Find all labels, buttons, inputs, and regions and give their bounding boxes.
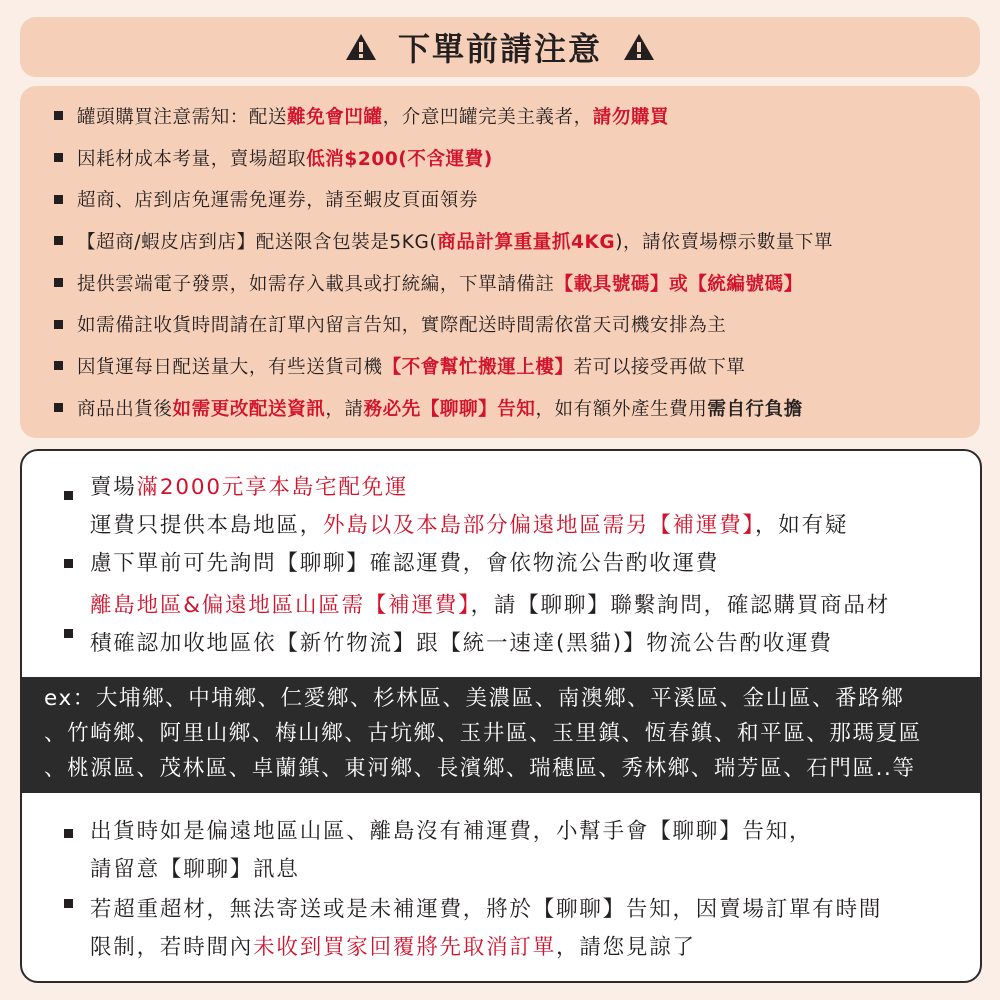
warning-icon (344, 32, 378, 62)
notice-highlight: 難免會凹罐 (287, 106, 383, 128)
notice-highlight: 請勿購買 (592, 106, 670, 128)
notice-highlight: 低消$200(不含運費) (306, 148, 493, 170)
notice-highlight: 商品計算重量抓4KG (437, 231, 616, 253)
notice-highlight: 【不會幫忙搬運上樓】 (382, 356, 574, 378)
bullet (54, 278, 63, 287)
page-title: 下單前請注意 (397, 30, 602, 68)
notice-text: )，請依賣場標示數量下單 (615, 231, 834, 253)
bullet (64, 491, 73, 500)
bullet (54, 361, 63, 370)
shipping-line-3: 慮下單前可先詢問【聊聊】確認運費，會依物流公告酌收運費 (90, 551, 720, 576)
notice-emphasis: 需自行負擔 (707, 398, 803, 420)
shipping-line-5: 積確認加收地區依【新竹物流】跟【統一速達(黑貓)】物流公告酌收運費 (90, 631, 833, 656)
bullet (64, 899, 73, 908)
notice-highlight: 務必先【聊聊】告知 (363, 398, 536, 420)
notice-item (54, 95, 980, 137)
notice-highlight: 如需更改配送資訊 (172, 398, 326, 420)
free-shipping-line: 賣場滿2000元享本島宅配免運 (90, 475, 409, 500)
notice-text: ，介意凹罐完美主義者， (382, 106, 593, 128)
notice-item (54, 387, 980, 429)
notice-item (54, 137, 980, 179)
overweight-note-line-2: 限制，若時間內未收到買家回覆將先取消訂單，請您見諒了 (90, 935, 696, 960)
notice-text: 罐頭購買注意需知：配送 (77, 106, 288, 128)
notice-text: 商品出貨後 (77, 398, 173, 420)
overweight-note-line-1: 若超重超材，無法寄送或是未補運費，將於【聊聊】告知，因賣場訂單有時間 (90, 897, 883, 922)
notice-text: 因耗材成本考量，賣場超取 (77, 148, 307, 170)
bullet (64, 829, 73, 838)
bullet (54, 111, 63, 120)
notice-item (54, 262, 980, 304)
notice-text: 如需備註收貨時間請在訂單內留言告知，實際配送時間需依當天司機安排為主 (77, 315, 727, 337)
notice-text: ，請 (325, 398, 364, 420)
notice-item (54, 178, 980, 220)
remote-note-line-1: 出貨時如是偏遠地區山區、離島沒有補運費，小幫手會【聊聊】告知， (90, 819, 813, 844)
bullet (64, 559, 73, 568)
shipping-info-box (20, 449, 982, 983)
bullet (54, 320, 63, 329)
bullet (54, 195, 63, 204)
shipping-line-2: 運費只提供本島地區，外島以及本島部分偏遠地區需另【補運費】，如有疑 (90, 513, 849, 538)
notice-text: 因貨運每日配送量大，有些送貨司機 (77, 356, 383, 378)
notice-item (54, 220, 980, 262)
free-shipping-highlight: 滿2000元享本島宅配免運 (136, 475, 409, 500)
remote-areas-band (22, 677, 980, 793)
remote-areas-line-1: ex：大埔鄉、中埔鄉、仁愛鄉、杉林區、美濃區、南澳鄉、平溪區、金山區、番路鄉 (44, 686, 905, 711)
notice-item (54, 303, 980, 345)
remote-note-line-2: 請留意【聊聊】訊息 (90, 857, 300, 882)
notice-text: 若可以接受再做下單 (573, 356, 746, 378)
notice-panel (20, 86, 980, 438)
bullet (54, 236, 63, 245)
remote-areas-line-2: 、竹崎鄉、阿里山鄉、梅山鄉、古坑鄉、玉井區、玉里鎮、恆春鎮、和平區、那瑪夏區 (44, 721, 922, 746)
notice-text: 【超商/蝦皮店到店】配送限含包裝是5KG( (77, 231, 438, 253)
notice-text: 提供雲端電子發票，如需存入載具或打統編，下單請備註 (77, 273, 555, 295)
title-bar (20, 17, 980, 77)
bullet (54, 403, 63, 412)
warning-icon (622, 32, 656, 62)
remote-areas-line-3: 、桃源區、茂林區、卓蘭鎮、東河鄉、長濱鄉、瑞穗區、秀林鄉、瑞芳區、石門區..等 (44, 756, 916, 781)
notice-text: ，如有額外產生費用 (535, 398, 708, 420)
shipping-line-4: 離島地區&偏遠地區山區需【補運費】，請【聊聊】聯繫詢問，確認購買商品材 (90, 593, 891, 618)
bullet (54, 153, 63, 162)
notice-highlight: 【載具號碼】或【統編號碼】 (554, 273, 803, 295)
bullet (64, 629, 73, 638)
notice-text: 超商、店到店免運需免運券，請至蝦皮頁面領券 (77, 190, 479, 212)
notice-item (54, 345, 980, 387)
